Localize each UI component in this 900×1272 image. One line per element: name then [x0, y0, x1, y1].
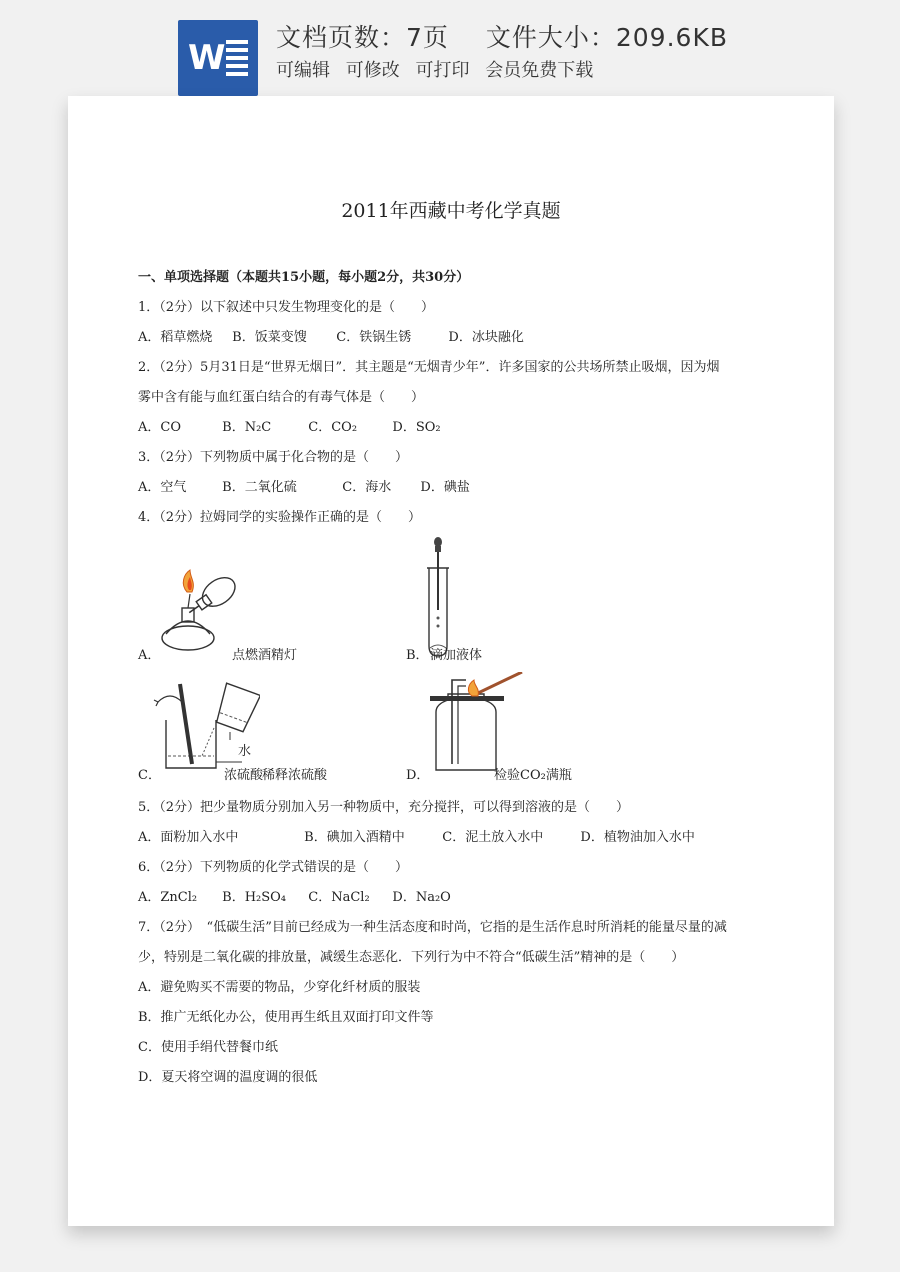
q4-figure-c-acid-label: 浓硫酸: [224, 768, 264, 783]
file-size: 文件大小：209.6KB: [485, 23, 728, 52]
question-3-stem: 3．（2分）下列物质中属于化合物的是（ ）: [138, 450, 409, 465]
q4-option-a-letter: A．: [138, 648, 161, 663]
q1-option-d: D．冰块融化: [448, 330, 524, 345]
feature-tags: [276, 56, 603, 82]
q7-option-b: B．推广无纸化办公，使用再生纸且双面打印文件等: [138, 1010, 434, 1025]
q2-option-b: B．N₂C: [222, 420, 272, 435]
test-tube-dropper-figure: [424, 536, 452, 660]
question-4-stem: 4．（2分）拉姆同学的实验操作正确的是（ ）: [138, 510, 422, 525]
question-2-stem-line2: 雾中含有能与血红蛋白结合的有毒气体是（ ）: [138, 390, 425, 405]
q1-option-a: A．稻草燃烧: [138, 330, 213, 345]
q3-option-a: A．空气: [138, 480, 187, 495]
tag-printable: 可打印: [415, 60, 470, 81]
q5-option-b: B．碘加入酒精中: [304, 830, 405, 845]
question-2-stem-line1: 2．（2分）5月31日是“世界无烟日”．其主题是“无烟青少年”．许多国家的公共场所禁止吸烟，因为烟: [138, 360, 720, 375]
q7-option-a: A．避免购买不需要的物品，少穿化纤材质的服装: [138, 980, 421, 995]
question-2-options: [138, 416, 441, 435]
q7-option-d: D．夏天将空调的温度调的很低: [138, 1070, 318, 1085]
question-3-options: [138, 476, 470, 495]
q5-option-a: A．面粉加入水中: [138, 830, 239, 845]
q3-option-d: D．碘盐: [420, 480, 470, 495]
q6-option-b: B．H₂SO₄: [222, 890, 287, 905]
q4-option-b-letter: B．: [406, 648, 429, 663]
question-1-stem: 1．（2分）以下叙述中只发生物理变化的是（ ）: [138, 300, 435, 315]
q5-option-c: C．泥土放入水中: [442, 830, 544, 845]
word-document-icon: [178, 20, 258, 96]
gas-bottle-splint-figure: [426, 672, 530, 774]
q6-option-a: A．ZnCl₂: [138, 890, 198, 905]
dilute-sulfuric-acid-figure: [152, 680, 260, 776]
word-icon-letter: W: [188, 38, 226, 78]
question-7-stem-line1: 7．（2分） “低碳生活”目前已经成为一种生活态度和时尚，它指的是生活作息时所消耗的能量尽量的减: [138, 920, 727, 935]
q4-option-c-text: 稀释浓硫酸: [262, 768, 328, 783]
q5-option-d: D．植物油加入水中: [580, 830, 695, 845]
q4-option-d-letter: D．: [406, 768, 430, 783]
q4-option-d-text: 检验CO₂满瓶: [494, 768, 572, 783]
page-count: 文档页数：7页: [276, 23, 449, 52]
q2-option-a: A．CO: [138, 420, 181, 435]
word-icon-lines: [226, 40, 248, 80]
q4-option-c-letter: C．: [138, 768, 161, 783]
question-1-options: [138, 326, 524, 345]
tag-editable: 可编辑: [276, 60, 330, 81]
q3-option-c: C．海水: [342, 480, 392, 495]
q2-option-d: D．SO₂: [392, 420, 441, 435]
tag-free-download: 会员免费下载: [485, 60, 594, 81]
document-title: 2011年西藏中考化学真题: [341, 200, 561, 222]
question-5-options: [138, 826, 695, 845]
question-6-stem: 6．（2分）下列物质的化学式错误的是（ ）: [138, 860, 409, 875]
question-6-options: [138, 886, 451, 905]
q2-option-c: C．CO₂: [308, 420, 358, 435]
file-stats: [276, 18, 756, 54]
alcohol-lamp-figure: [158, 568, 248, 652]
q3-option-b: B．二氧化硫: [222, 480, 297, 495]
tag-modifiable: 可修改: [345, 60, 400, 81]
section-heading: 一、单项选择题（本题共15小题，每小题2分，共30分）: [138, 270, 470, 285]
q6-option-d: D．Na₂O: [392, 890, 451, 905]
document-page: [68, 96, 834, 1226]
q4-option-b-text: 滴加液体: [430, 648, 483, 663]
q4-figure-c-water-label: 水: [238, 744, 252, 759]
q1-option-c: C．铁锅生锈: [336, 330, 412, 345]
question-5-stem: 5．（2分）把少量物质分别加入另一种物质中，充分搅拌，可以得到溶液的是（ ）: [138, 800, 630, 815]
file-info-header: [0, 0, 900, 100]
q6-option-c: C．NaCl₂: [308, 890, 370, 905]
question-7-stem-line2: 少，特别是二氧化碳的排放量，减缓生态恶化．下列行为中不符合“低碳生活”精神的是（ ）: [138, 950, 685, 965]
q4-option-a-text: 点燃酒精灯: [232, 648, 298, 663]
q1-option-b: B．饭菜变馊: [232, 330, 307, 345]
q7-option-c: C．使用手绢代替餐巾纸: [138, 1040, 278, 1055]
